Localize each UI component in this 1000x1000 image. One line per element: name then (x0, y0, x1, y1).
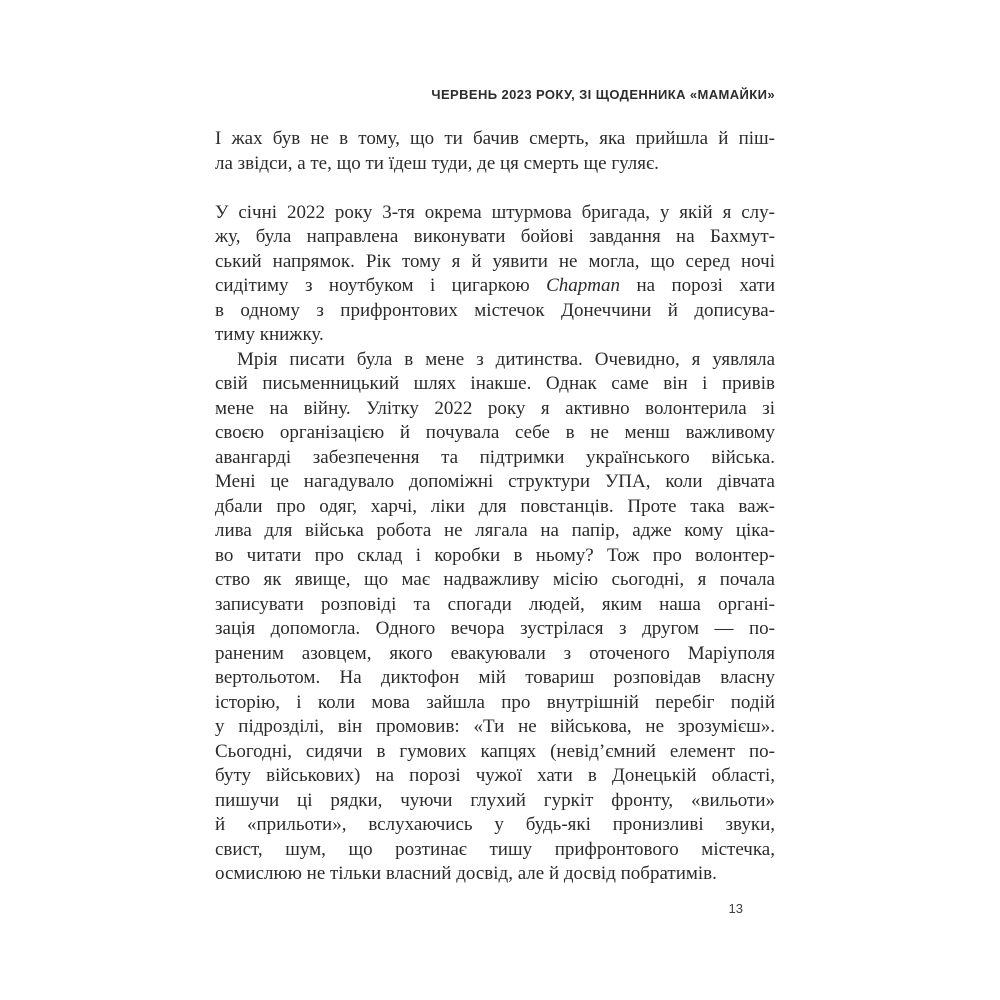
text-line (215, 715, 775, 740)
text-segment: пишучи ці рядки, чуючи глухий гуркіт фронту, «вильоти» (215, 789, 775, 811)
text-segment: Мрія писати була в мене з дитинства. Очевидно, я уявляла (237, 348, 775, 370)
text-line (215, 862, 775, 887)
paragraph (215, 348, 775, 887)
text-segment: своєю організацією й почувала себе в не менш важливому (215, 422, 775, 443)
text-segment: й «прильоти», вслухаючись у будь-які пронизливі звуки, (215, 814, 775, 835)
text-line (215, 323, 775, 348)
text-segment: Мені це нагадувало допоміжні структури УПА, коли дівчата (215, 471, 775, 492)
paragraph (215, 201, 775, 348)
text-segment: дбали про одяг, харчі, ліки для повстанців. Проте така важ- (215, 495, 775, 517)
text-segment: тиму книжку. (215, 324, 324, 345)
text-segment: ський напрямок. Рік тому я й уявити не могла, що серед ночі (215, 250, 775, 272)
page-number: 13 (728, 901, 743, 916)
text-segment: мене на війну. Улітку 2022 року я активно волонтерила зі (215, 397, 775, 419)
text-segment: свист, шум, що розтинає тишу прифронтового містечка, (215, 838, 775, 860)
text-segment: буту військових) на порозі чужої хати в Донецькій області, (215, 765, 775, 786)
text-line (215, 789, 775, 814)
text-line (215, 813, 775, 838)
text-line (215, 152, 775, 177)
text-line (215, 764, 775, 789)
text-line (215, 225, 775, 250)
running-header: ЧЕРВЕНЬ 2023 РОКУ, ЗІ ЩОДЕННИКА «МАМАЙКИ» (431, 87, 775, 102)
text-line (215, 421, 775, 446)
text-segment: записувати розповіді та спогади людей, яким наша органі- (215, 593, 775, 615)
text-segment: лива для війська робота не лягала на папір, адже кому ціка- (215, 520, 775, 541)
text-line (215, 666, 775, 691)
text-segment: свій письменницький шлях інакше. Однак саме він і привів (215, 373, 775, 394)
text-segment: осмислюю не тільки власний досвід, але й досвід побратимів. (215, 863, 717, 884)
text-line (215, 642, 775, 667)
text-segment: ла звідси, а те, що ти їдеш туди, де ця смерть ще гуляє. (215, 152, 659, 174)
text-line (215, 348, 775, 373)
paragraph (215, 127, 775, 176)
text-segment: сидітиму з ноутбуком і цигаркою (215, 275, 547, 296)
text-segment: вертольотом. На диктофон мій товариш розповідав власну (215, 667, 775, 688)
text-segment: у підрозділі, він промовив: «Ти не військова, не зрозумієш». (215, 716, 775, 737)
body-text (215, 127, 775, 887)
text-line (215, 691, 775, 716)
text-segment: жу, була направлена виконувати бойові завдання на Бахмут- (215, 226, 775, 247)
text-line (215, 593, 775, 618)
text-line (215, 250, 775, 275)
text-line (215, 617, 775, 642)
text-line (215, 470, 775, 495)
text-line (215, 838, 775, 863)
text-line (215, 740, 775, 765)
text-segment: во читати про склад і коробки в ньому? Тож про волонтер- (215, 544, 775, 566)
text-line (215, 495, 775, 520)
text-line (215, 519, 775, 544)
italic-word: Chapman (546, 275, 621, 296)
text-segment: І жах був не в тому, що ти бачив смерть, яка прийшла й піш- (215, 128, 775, 149)
text-line (215, 372, 775, 397)
text-segment: ство як явище, що має надважливу місію сьогодні, я почала (215, 569, 775, 590)
text-segment: У січні 2022 року 3-тя окрема штурмова бригада, у якій я слу- (215, 201, 775, 223)
text-segment: раненим азовцем, якого евакуювали з оточеного Маріуполя (215, 642, 775, 664)
text-line (215, 544, 775, 569)
text-line (215, 299, 775, 324)
text-segment: Сьогодні, сидячи в гумових капцях (невід’ємний елемент по- (215, 740, 775, 762)
text-line (215, 274, 775, 299)
text-line (215, 127, 775, 152)
text-segment: авангарді забезпечення та підтримки українського війська. (215, 446, 775, 468)
text-segment: в одному з прифронтових містечок Донеччини й дописува- (215, 299, 775, 321)
text-segment: на порозі хати (620, 275, 776, 296)
text-segment: зація допомогла. Одного вечора зустрілася з другом — по- (215, 618, 775, 639)
text-line (215, 201, 775, 226)
text-segment: історію, і коли мова зайшла про внутрішній перебіг подій (215, 691, 775, 713)
text-line (215, 446, 775, 471)
text-line (215, 568, 775, 593)
text-line (215, 397, 775, 422)
